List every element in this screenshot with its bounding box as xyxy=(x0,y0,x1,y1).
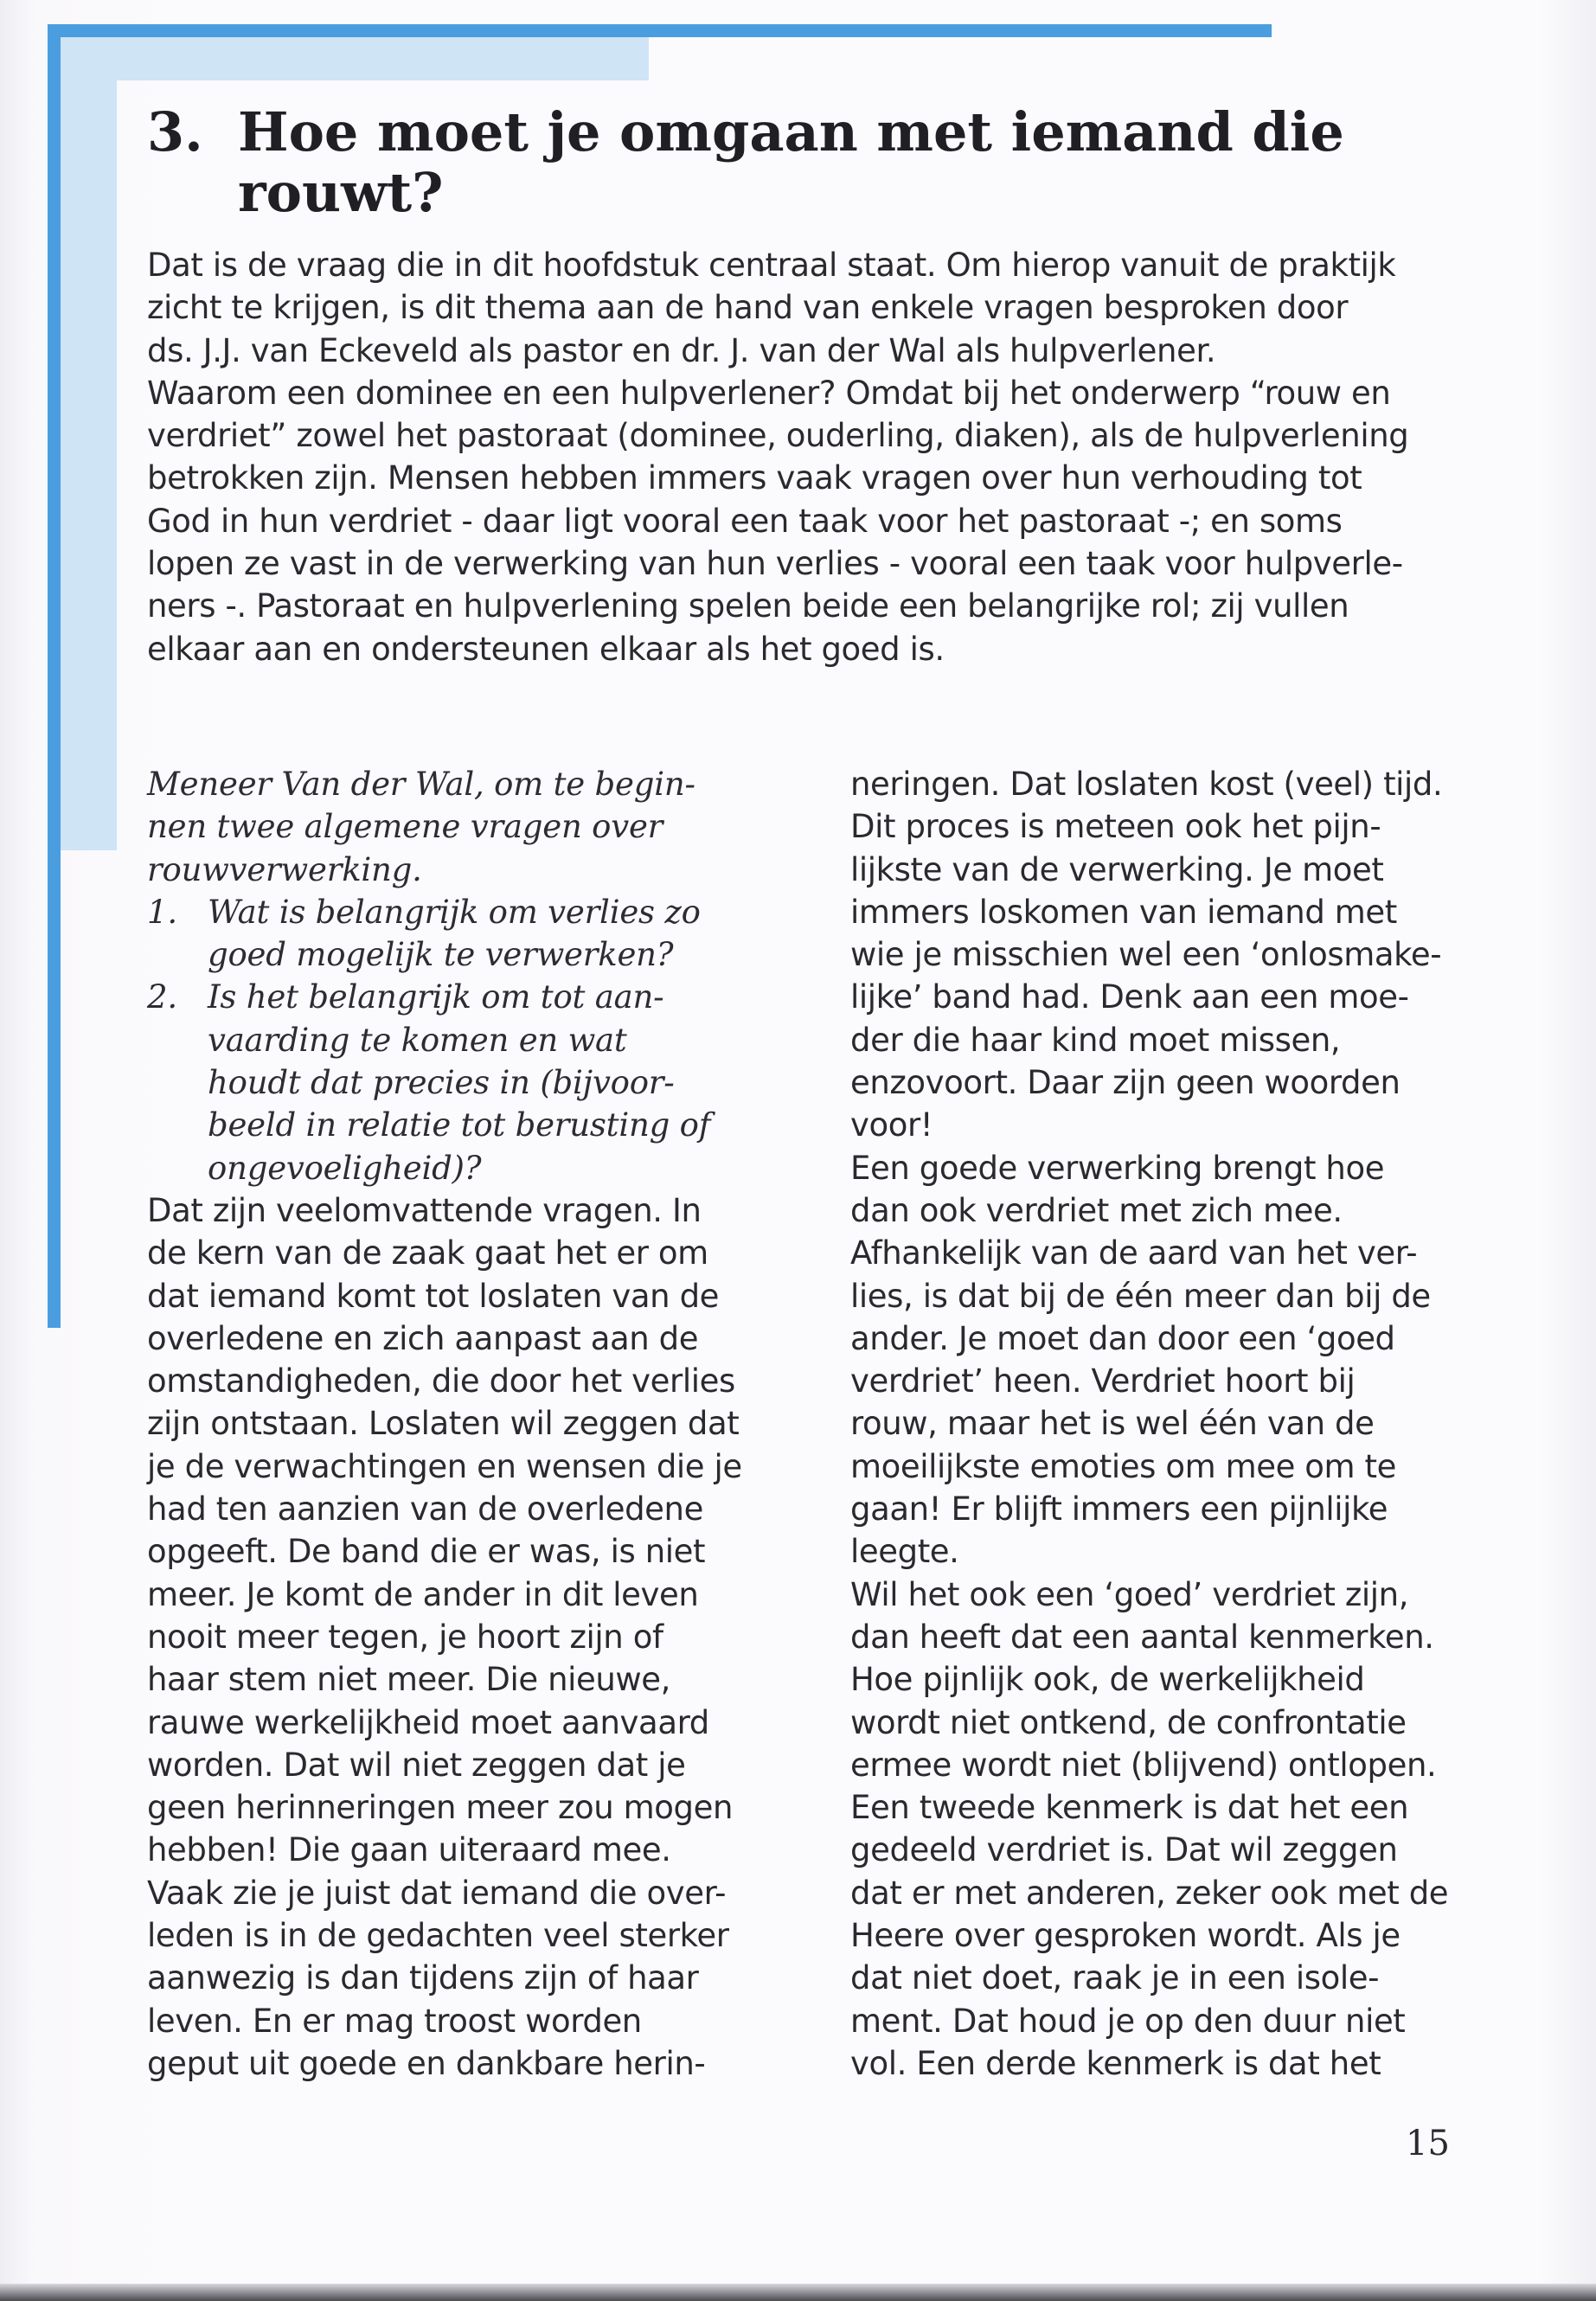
text-line: opgeeft. De band die er was, is niet xyxy=(147,1533,706,1571)
text-line: ermee wordt niet (blijvend) ontlopen. xyxy=(850,1746,1437,1784)
text-line: rouw, maar het is wel één van de xyxy=(850,1405,1375,1443)
intro-line: verdriet” zowel het pastoraat (dominee, ouderling, diaken), als de hulpverlening xyxy=(147,417,1409,455)
text-line: dat er met anderen, zeker ook met de xyxy=(850,1874,1449,1912)
text-line: neringen. Dat loslaten kost (veel) tijd. xyxy=(850,766,1443,803)
page-bottom-edge xyxy=(0,2284,1596,2301)
question-text xyxy=(208,976,796,1189)
right-column xyxy=(850,763,1473,2085)
question-intro-line: nen twee algemene vragen over xyxy=(147,808,663,846)
chapter-title xyxy=(147,102,1375,223)
text-line: Afhankelijk van de aard van het ver- xyxy=(850,1234,1418,1272)
text-line: gaan! Er blijft immers een pijnlijke xyxy=(850,1490,1388,1529)
text-line: vol. Een derde kenmerk is dat het xyxy=(850,2044,1381,2082)
text-line: meer. Je komt de ander in dit leven xyxy=(147,1575,699,1613)
text-line: omstandigheden, die door het verlies xyxy=(147,1362,735,1400)
question-number: 1. xyxy=(147,893,177,931)
intro-line: lopen ze vast in de verwerking van hun verlies - vooral een taak voor hulpverle- xyxy=(147,545,1403,583)
text-line: wie je misschien wel een ‘onlosmake- xyxy=(850,936,1442,974)
text-line: rauwe werkelijkheid moet aanvaard xyxy=(147,1703,709,1741)
text-line: wordt niet ontkend, de confrontatie xyxy=(850,1703,1407,1741)
text-line: dan heeft dat een aantal kenmerken. xyxy=(850,1618,1434,1656)
decorative-left-bar xyxy=(48,24,61,1328)
question-item xyxy=(147,976,796,1189)
text-line: geen herinneringen meer zou mogen xyxy=(147,1789,733,1827)
text-line: leden is in de gedachten veel sterker xyxy=(147,1917,729,1955)
question-intro xyxy=(147,763,796,891)
question-line: goed mogelijk te verwerken? xyxy=(208,936,674,974)
text-line: ment. Dat houd je op den duur niet xyxy=(850,2002,1406,2040)
intro-line: zicht te krijgen, is dit thema aan de hand van enkele vragen besproken door xyxy=(147,289,1349,327)
chapter-title-line-1: Hoe moet je omgaan met iemand die xyxy=(238,100,1344,163)
text-line: zijn ontstaan. Loslaten wil zeggen dat xyxy=(147,1405,740,1443)
text-line: had ten aanzien van de overledene xyxy=(147,1490,703,1529)
text-line: geput uit goede en dankbare herin- xyxy=(147,2044,706,2082)
question-text xyxy=(208,891,796,977)
question-number: 2. xyxy=(147,978,177,1016)
text-line: haar stem niet meer. Die nieuwe, xyxy=(147,1661,671,1699)
question-line: ongevoeligheid)? xyxy=(208,1149,482,1187)
question-line: Is het belangrijk om tot aan- xyxy=(208,978,664,1016)
question-intro-line: rouwverwerking. xyxy=(147,850,422,888)
text-line: je de verwachtingen en wensen die je xyxy=(147,1447,742,1485)
decorative-top-bar xyxy=(48,24,1272,37)
question-line: vaarding te komen en wat xyxy=(208,1021,627,1059)
text-line: ander. Je moet dan door een ‘goed xyxy=(850,1319,1395,1357)
text-line: Hoe pijnlijk ook, de werkelijkheid xyxy=(850,1661,1365,1699)
text-line: verdriet’ heen. Verdriet hoort bij xyxy=(850,1362,1356,1400)
interview-questions xyxy=(147,763,796,1189)
text-line: enzovoort. Daar zijn geen woorden xyxy=(850,1064,1401,1102)
intro-line: Waarom een dominee en een hulpverlener? Omdat bij het onderwerp “rouw en xyxy=(147,374,1391,412)
intro-line: betrokken zijn. Mensen hebben immers vaak vragen over hun verhouding tot xyxy=(147,459,1362,497)
text-line: Dit proces is meteen ook het pijn- xyxy=(850,808,1381,846)
question-line: houdt dat precies in (bijvoor- xyxy=(208,1064,675,1102)
chapter-title-line-2: rouwt? xyxy=(238,161,444,224)
text-line: Vaak zie je juist dat iemand die over- xyxy=(147,1874,727,1912)
text-line: de kern van de zaak gaat het er om xyxy=(147,1234,708,1272)
question-line: beeld in relatie tot berusting of xyxy=(208,1106,711,1144)
text-line: Dat zijn veelomvattende vragen. In xyxy=(147,1191,702,1229)
text-line: hebben! Die gaan uiteraard mee. xyxy=(147,1831,671,1869)
text-line: leegte. xyxy=(850,1533,959,1571)
text-line: worden. Dat wil niet zeggen dat je xyxy=(147,1746,686,1784)
text-line: Wil het ook een ‘goed’ verdriet zijn, xyxy=(850,1575,1409,1613)
text-line: lijke’ band had. Denk aan een moe- xyxy=(850,978,1409,1016)
text-line: dan ook verdriet met zich mee. xyxy=(850,1191,1343,1229)
text-line: dat iemand komt tot loslaten van de xyxy=(147,1277,720,1315)
text-line: lies, is dat bij de één meer dan bij de xyxy=(850,1277,1431,1315)
intro-paragraph xyxy=(147,244,1479,670)
text-line: der die haar kind moet missen, xyxy=(850,1021,1341,1059)
text-line: Een tweede kenmerk is dat het een xyxy=(850,1789,1409,1827)
right-column-text xyxy=(850,763,1473,2085)
intro-line: God in hun verdriet - daar ligt vooral een taak voor het pastoraat -; en soms xyxy=(147,502,1343,540)
chapter-number: 3. xyxy=(147,100,203,163)
text-line: immers loskomen van iemand met xyxy=(850,893,1397,931)
text-line: voor! xyxy=(850,1106,933,1144)
text-line: overledene en zich aanpast aan de xyxy=(147,1319,699,1357)
intro-line: Dat is de vraag die in dit hoofdstuk centraal staat. Om hierop vanuit de praktijk xyxy=(147,247,1396,284)
question-item xyxy=(147,891,796,977)
left-answer-text xyxy=(147,1189,796,2085)
left-column xyxy=(147,763,796,2085)
text-line: Een goede verwerking brengt hoe xyxy=(850,1149,1385,1187)
text-line: Heere over gesproken wordt. Als je xyxy=(850,1917,1401,1955)
text-line: lijkste van de verwerking. Je moet xyxy=(850,850,1384,888)
page-number: 15 xyxy=(1406,2124,1450,2163)
text-line: dat niet doet, raak je in een isole- xyxy=(850,1959,1380,1997)
text-line: aanwezig is dan tijdens zijn of haar xyxy=(147,1959,699,1997)
intro-line: ners -. Pastoraat en hulpverlening spelen beide een belangrijke rol; zij vullen xyxy=(147,587,1349,625)
text-line: gedeeld verdriet is. Dat wil zeggen xyxy=(850,1831,1398,1869)
text-line: moeilijkste emoties om mee om te xyxy=(850,1447,1397,1485)
text-line: leven. En er mag troost worden xyxy=(147,2002,642,2040)
question-list xyxy=(147,891,796,1189)
question-intro-line: Meneer Van der Wal, om te begin- xyxy=(147,766,695,803)
intro-line: ds. J.J. van Eckeveld als pastor en dr. J. van der Wal als hulpverlener. xyxy=(147,331,1216,369)
text-line: nooit meer tegen, je hoort zijn of xyxy=(147,1618,663,1656)
question-line: Wat is belangrijk om verlies zo xyxy=(208,893,701,931)
decorative-top-band-light xyxy=(61,37,649,80)
decorative-left-band-light xyxy=(61,37,117,850)
intro-line: elkaar aan en ondersteunen elkaar als het goed is. xyxy=(147,630,945,668)
